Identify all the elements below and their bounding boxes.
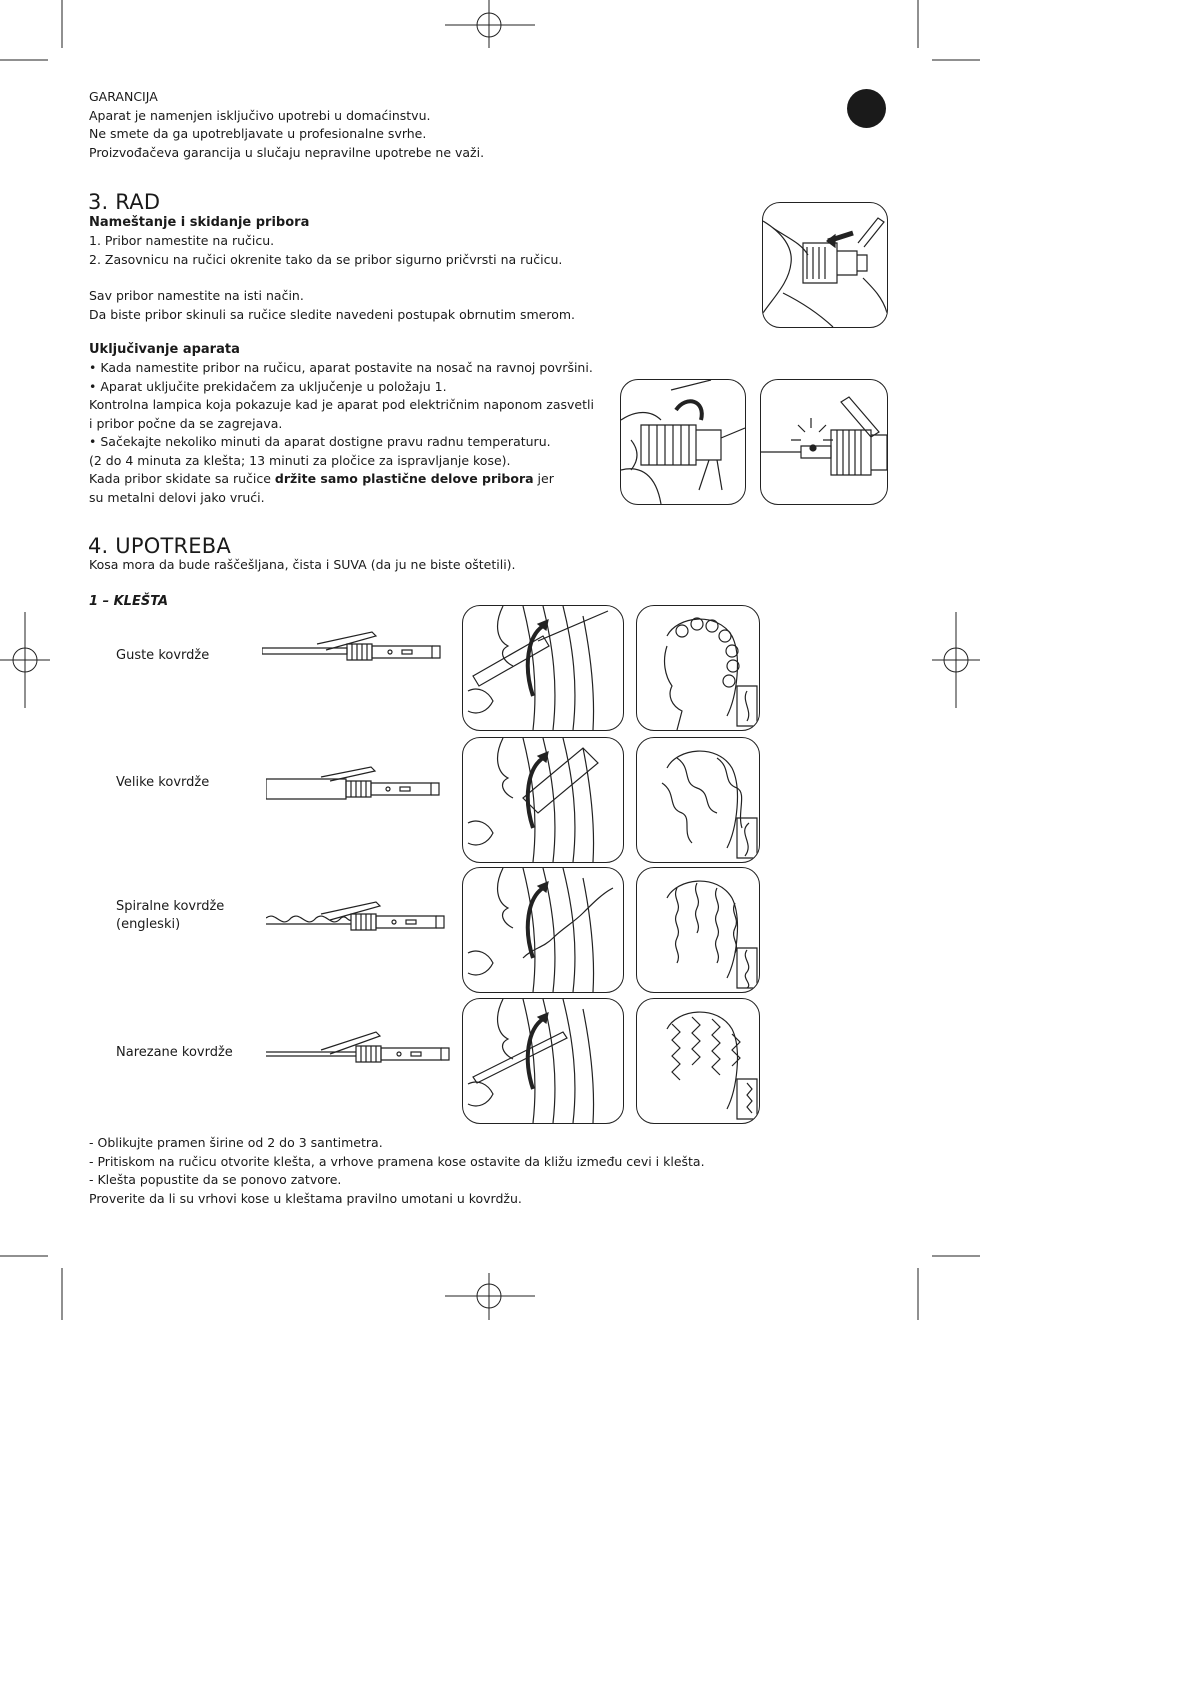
power-line: su metalni delovi jako vrući. bbox=[89, 489, 265, 505]
tongs-subheading: 1 – KLEŠTA bbox=[89, 594, 169, 609]
curling-tong-illustration bbox=[262, 630, 442, 672]
language-marker bbox=[847, 89, 886, 128]
curl-result-illustration bbox=[636, 737, 760, 863]
instruction-line: - Klešta popustite da se ponovo zatvore. bbox=[89, 1172, 342, 1187]
warranty-line: Aparat je namenjen isključivo upotrebi u domaćinstvu. bbox=[89, 107, 431, 123]
curling-action-illustration bbox=[462, 867, 624, 993]
curling-tong-illustration bbox=[266, 1030, 451, 1072]
section-3-title: 3. RAD bbox=[88, 190, 161, 214]
attach-block bbox=[89, 213, 689, 324]
warranty-line: Proizvođačeva garancija u slučaju nepravilne upotrebe ne važi. bbox=[89, 144, 485, 160]
attach-accessory-illustration bbox=[762, 202, 888, 328]
power-line: • Kada namestite pribor na ručicu, aparat postavite na nosač na ravnoj površini. bbox=[89, 360, 593, 375]
curling-action-illustration bbox=[462, 605, 624, 731]
instruction-line: - Oblikujte pramen širine od 2 do 3 santimetra. bbox=[89, 1135, 383, 1150]
instruction-line: Proverite da li su vrhovi kose u kleštama pravilno umotani u kovrdžu. bbox=[89, 1190, 522, 1206]
curl-label-spiral: Spiralne kovrdže (engleski) bbox=[116, 899, 225, 932]
curl-result-illustration bbox=[636, 998, 760, 1124]
power-line: • Aparat uključite prekidačem za uključenje u položaju 1. bbox=[89, 378, 447, 394]
curling-tong-illustration bbox=[266, 765, 446, 807]
curl-label-crimped: Narezane kovrdže bbox=[116, 1045, 233, 1060]
power-line: (2 do 4 minuta za klešta; 13 minuti za pločice za ispravljanje kose). bbox=[89, 452, 511, 468]
attach-step: 1. Pribor namestite na ručicu. bbox=[89, 233, 275, 248]
power-line: • Sačekajte nekoliko minuti da aparat dostigne pravu radnu temperaturu. bbox=[89, 434, 551, 449]
curl-label-dense: Guste kovrdže bbox=[116, 648, 210, 663]
power-warning-line: Kada pribor skidate sa ručice držite samo plastične delove pribora jer bbox=[89, 471, 554, 486]
attach-note: Da biste pribor skinuli sa ručice sledite navedeni postupak obrnutim smerom. bbox=[89, 306, 576, 322]
power-warning-bold: držite samo plastične delove pribora bbox=[274, 471, 534, 486]
section-4-title: 4. UPOTREBA bbox=[88, 534, 231, 558]
curling-tong-illustration bbox=[266, 900, 446, 942]
curl-result-illustration bbox=[636, 605, 760, 731]
attach-note: Sav pribor namestite na isti način. bbox=[89, 288, 304, 303]
curl-result-illustration bbox=[636, 867, 760, 993]
power-line: i pribor počne da se zagrejava. bbox=[89, 415, 283, 431]
warranty-line: Ne smete da ga upotrebljavate u profesionalne svrhe. bbox=[89, 126, 427, 141]
curl-label-large: Velike kovrdže bbox=[116, 775, 210, 790]
warranty-block bbox=[89, 88, 649, 162]
curling-action-illustration bbox=[462, 737, 624, 863]
power-block bbox=[89, 340, 689, 507]
indicator-light-illustration bbox=[760, 379, 888, 505]
attach-heading: Nameštanje i skidanje pribora bbox=[89, 215, 310, 230]
attach-step: 2. Zasovnicu na ručici okrenite tako da se pribor sigurno pričvrsti na ručicu. bbox=[89, 251, 563, 267]
power-line: Kontrolna lampica koja pokazuje kad je aparat pod električnim naponom zasvetli bbox=[89, 397, 594, 412]
curling-action-illustration bbox=[462, 998, 624, 1124]
warranty-title: GARANCIJA bbox=[89, 89, 158, 104]
instruction-line: - Pritiskom na ručicu otvorite klešta, a vrhove pramena kose ostavite da kližu između cevi i klešta. bbox=[89, 1153, 705, 1169]
instructions-block bbox=[89, 1134, 889, 1208]
power-heading: Uključivanje aparata bbox=[89, 342, 240, 357]
section-4-intro: Kosa mora da bude raščešljana, čista i SUVA (da ju ne biste oštetili). bbox=[89, 557, 516, 572]
mount-on-handle-illustration bbox=[620, 379, 746, 505]
